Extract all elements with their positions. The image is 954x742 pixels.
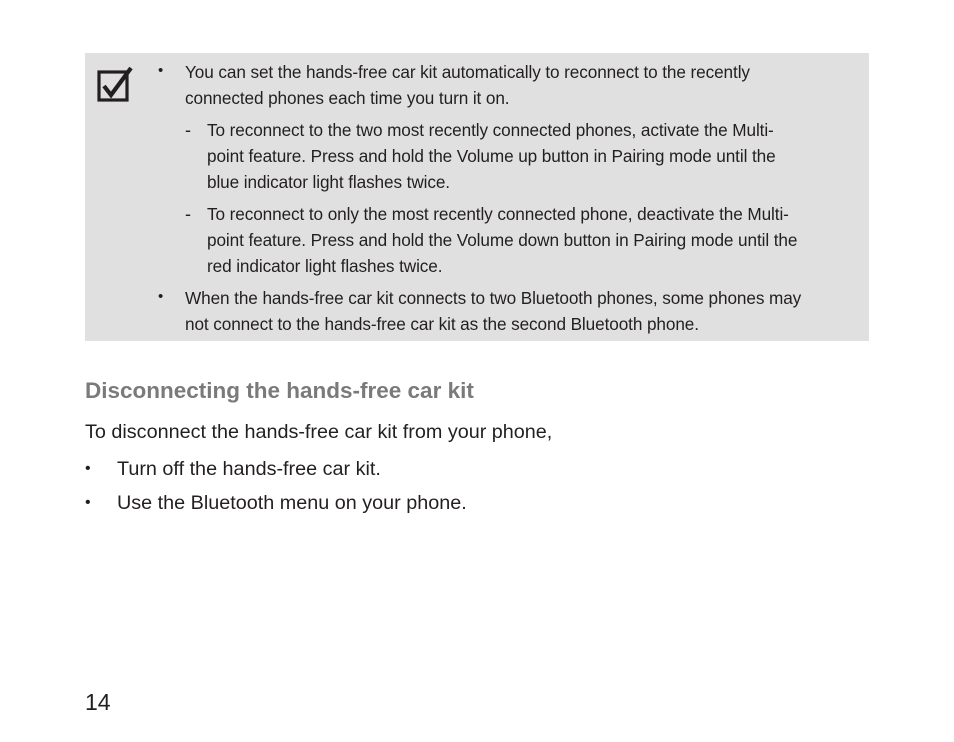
note-box [85, 53, 869, 341]
intro-text: To disconnect the hands-free car kit from your phone, [85, 421, 553, 443]
note-text-line: not connect to the hands-free car kit as the second Bluetooth phone. [185, 314, 699, 334]
note-text-line: point feature. Press and hold the Volume down button in Pairing mode until the [207, 230, 798, 250]
note-dash: - [185, 204, 191, 224]
note-text-line: point feature. Press and hold the Volume up button in Pairing mode until the [207, 146, 776, 166]
note-text-line: To reconnect to only the most recently connected phone, deactivate the Multi- [207, 204, 789, 224]
note-dash: - [185, 120, 191, 140]
list-bullet: • [85, 494, 91, 511]
note-bullet: • [158, 288, 164, 305]
section-heading: Disconnecting the hands-free car kit [85, 378, 474, 403]
note-bullet: • [158, 62, 164, 79]
note-text-line: When the hands-free car kit connects to two Bluetooth phones, some phones may [185, 288, 802, 308]
note-text-line: To reconnect to the two most recently connected phones, activate the Multi- [207, 120, 774, 140]
note-text-line: blue indicator light flashes twice. [207, 172, 450, 192]
list-bullet: • [85, 460, 91, 477]
note-text-line: connected phones each time you turn it on. [185, 88, 510, 108]
page-number: 14 [85, 689, 111, 715]
list-item: Use the Bluetooth menu on your phone. [117, 492, 467, 514]
note-text-line: You can set the hands-free car kit automatically to reconnect to the recently [185, 62, 750, 82]
list-item: Turn off the hands-free car kit. [117, 458, 381, 480]
checkbox-check-icon [96, 65, 134, 103]
note-text-line: red indicator light flashes twice. [207, 256, 443, 276]
